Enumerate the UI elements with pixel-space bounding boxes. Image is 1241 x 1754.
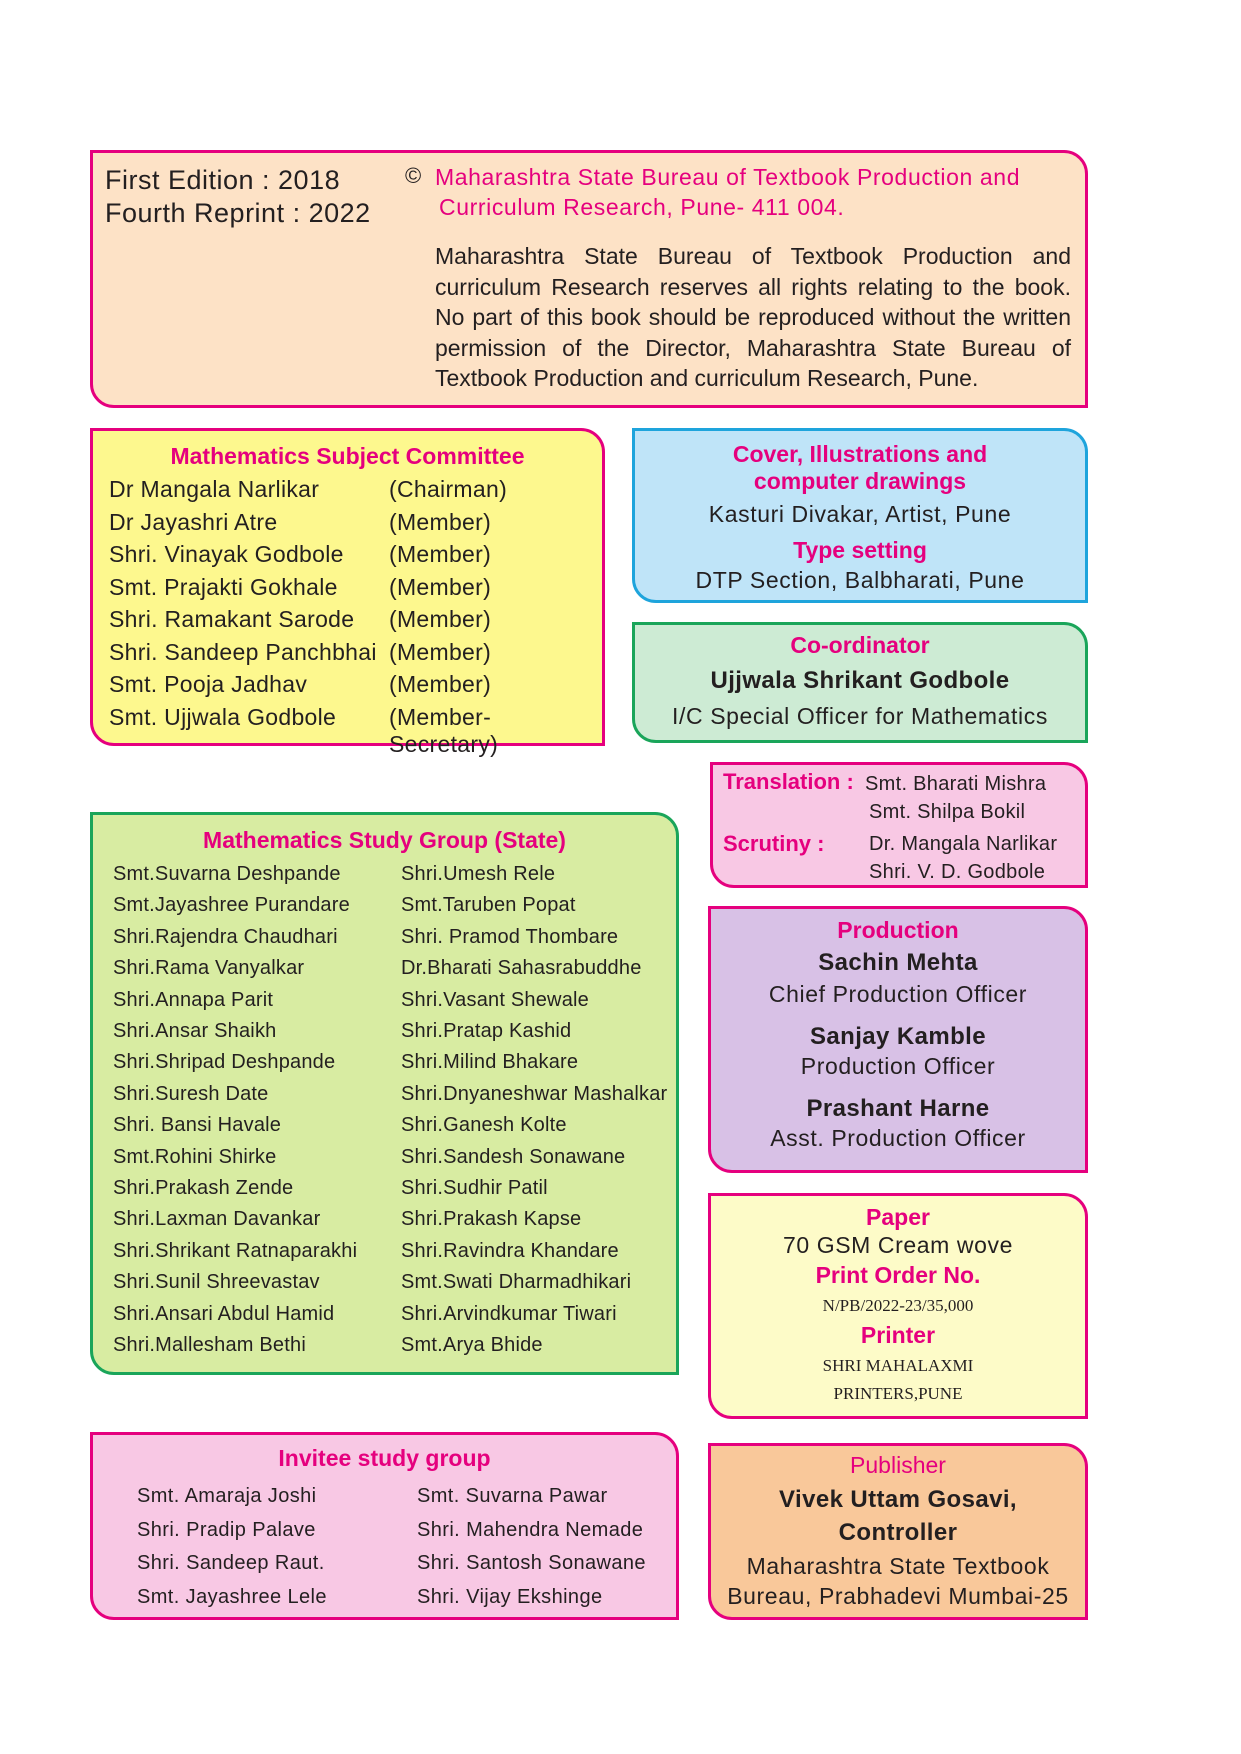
study-group-member: Shri.Ravindra Khandare	[401, 1239, 619, 1262]
invitee-member: Smt. Suvarna Pawar	[417, 1485, 608, 1507]
subject-committee-box	[90, 428, 605, 757]
study-group-member: Shri.Sudhir Patil	[401, 1177, 548, 1199]
typesetting-value: DTP Section, Balbharati, Pune	[695, 567, 1025, 593]
study-group-member: Shri.Rajendra Chaudhari	[113, 925, 338, 948]
edition-box	[90, 150, 1088, 408]
study-group-member: Shri.Ansar Shaikh	[113, 1020, 277, 1042]
production-name-2: Sanjay Kamble	[810, 1023, 986, 1050]
first-edition: First Edition : 2018	[105, 165, 341, 195]
scrutineer-1: Dr. Mangala Narlikar	[869, 833, 1058, 855]
committee-member-role: (Member-Secretary)	[389, 703, 499, 757]
publisher-title: Controller	[838, 1519, 958, 1546]
committee-member-name: Dr Jayashri Atre	[109, 508, 278, 535]
committee-member-role: (Member)	[389, 541, 492, 567]
study-group-member: Shri.Milind Bhakare	[401, 1051, 579, 1074]
subject-committee-heading: Mathematics Subject Committee	[170, 443, 525, 469]
invitee-member: Shri. Vijay Ekshinge	[417, 1585, 603, 1608]
production-box	[708, 906, 1088, 1173]
cover-artist: Kasturi Divakar, Artist, Pune	[708, 501, 1012, 527]
study-group-member: Shri.Vasant Shewale	[401, 988, 589, 1011]
committee-member-role: (Member)	[389, 638, 492, 665]
study-group-member: Shri.Arvindkumar Tiwari	[401, 1302, 617, 1325]
coordinator-title: I/C Special Officer for Mathematics	[672, 703, 1048, 729]
study-group-member: Shri.Sunil Shreevastav	[113, 1271, 320, 1294]
study-group-member: Dr.Bharati Sahasrabuddhe	[401, 957, 642, 980]
production-title-3: Asst. Production Officer	[770, 1125, 1026, 1151]
production-title-1: Chief Production Officer	[768, 981, 1028, 1007]
study-group-member: Shri.Umesh Rele	[401, 863, 556, 885]
translator-2: Smt. Shilpa Bokil	[869, 801, 1026, 823]
study-group-member: Shri.Sandesh Sonawane	[401, 1145, 626, 1168]
rights-text: Maharashtra State Bureau of Textbook Production and curriculum Research reserves all rights relating to the book. No part of this book should be reproduced without the written permission of the Director, Maharashtra State Bureau of Textbook Production and curriculum Research, Pune.	[435, 243, 1071, 391]
committee-member-row	[109, 508, 492, 536]
committee-member-role: (Chairman)	[389, 476, 508, 502]
cover-heading-line-1: Cover, Illustrations and	[732, 441, 988, 467]
committee-member-name: Smt. Pooja Jadhav	[109, 671, 308, 697]
committee-member-name: Shri. Sandeep Panchbhai	[109, 638, 377, 665]
study-group-member: Shri.Rama Vanyalkar	[113, 957, 305, 980]
study-group-member: Shri. Pramod Thombare	[401, 925, 619, 948]
study-group-member: Shri.Ansari Abdul Hamid	[113, 1302, 335, 1325]
publisher-address-2: Bureau, Prabhadevi Mumbai-25	[727, 1583, 1069, 1609]
study-group-member: Shri. Bansi Havale	[113, 1114, 282, 1137]
study-group-heading: Mathematics Study Group (State)	[203, 827, 566, 853]
study-group-member: Shri.Ganesh Kolte	[401, 1114, 567, 1137]
translation-box	[710, 762, 1088, 888]
committee-member-row	[109, 476, 508, 503]
study-group-member: Shri.Mallesham Bethi	[113, 1334, 306, 1356]
study-group-member: Smt.Arya Bhide	[401, 1334, 543, 1356]
committee-member-role: (Member)	[389, 606, 492, 632]
paper-value: 70 GSM Cream wove	[782, 1232, 1014, 1258]
coordinator-heading: Co-ordinator	[790, 632, 930, 658]
study-group-member: Smt.Jayashree Purandare	[113, 894, 350, 917]
committee-member-row	[109, 541, 492, 568]
print-order-heading: Print Order No.	[815, 1262, 981, 1288]
production-heading: Production	[837, 917, 959, 943]
invitee-member: Shri. Mahendra Nemade	[417, 1518, 644, 1541]
committee-member-name: Shri. Ramakant Sarode	[109, 606, 355, 632]
study-group-member: Shri.Prakash Zende	[113, 1177, 294, 1199]
committee-member-role: (Member)	[389, 508, 492, 535]
invitee-member: Smt. Amaraja Joshi	[137, 1485, 317, 1507]
copyright-icon: ©	[405, 163, 422, 188]
invitee-member: Shri. Santosh Sonawane	[417, 1552, 646, 1574]
production-title-2: Production Officer	[800, 1053, 996, 1079]
scrutiny-label: Scrutiny :	[723, 831, 825, 856]
study-group-member: Shri.Prakash Kapse	[401, 1208, 582, 1231]
study-group-member: Smt.Rohini Shirke	[113, 1145, 277, 1168]
paper-box	[708, 1193, 1088, 1419]
committee-member-role: (Member)	[389, 671, 492, 697]
translation-label: Translation :	[723, 769, 854, 794]
committee-member-name: Shri. Vinayak Godbole	[109, 541, 344, 567]
publisher-address-1: Maharashtra State Textbook	[746, 1553, 1050, 1579]
scrutineer-2: Shri. V. D. Godbole	[869, 861, 1046, 883]
printer-line-2: PRINTERS,PUNE	[833, 1384, 963, 1403]
study-group-member: Smt.Swati Dharmadhikari	[401, 1271, 632, 1294]
study-group-member: Shri.Suresh Date	[113, 1082, 269, 1105]
committee-member-row	[109, 638, 492, 666]
study-group-member: Shri.Laxman Davankar	[113, 1208, 321, 1231]
study-group-box	[90, 812, 679, 1375]
coordinator-box	[632, 622, 1088, 743]
committee-member-name: Dr Mangala Narlikar	[109, 476, 320, 502]
coordinator-name: Ujjwala Shrikant Godbole	[710, 667, 1010, 694]
study-group-member: Shri.Dnyaneshwar Mashalkar	[401, 1082, 668, 1105]
publisher-name: Vivek Uttam Gosavi,	[779, 1486, 1017, 1513]
study-group-member: Smt.Taruben Popat	[401, 894, 576, 917]
study-group-member: Shri.Annapa Parit	[113, 988, 274, 1011]
committee-member-row	[109, 703, 499, 757]
invitee-member: Smt. Jayashree Lele	[137, 1585, 327, 1608]
invitee-group-box	[90, 1432, 679, 1620]
production-name-3: Prashant Harne	[806, 1095, 990, 1122]
invitee-member: Shri. Pradip Palave	[137, 1518, 316, 1541]
committee-member-row	[109, 671, 492, 698]
committee-member-row	[109, 606, 492, 633]
fourth-reprint: Fourth Reprint : 2022	[105, 198, 371, 228]
invitee-member: Shri. Sandeep Raut.	[137, 1552, 325, 1574]
paper-heading: Paper	[866, 1204, 930, 1230]
committee-member-row	[109, 573, 492, 601]
cover-heading-line-2: computer drawings	[753, 468, 967, 494]
publisher-line-2: Curriculum Research, Pune- 411 004.	[439, 194, 845, 220]
typesetting-heading: Type setting	[793, 537, 927, 563]
committee-member-name: Smt. Ujjwala Godbole	[109, 703, 337, 730]
publisher-box	[708, 1443, 1088, 1620]
invitee-group-heading: Invitee study group	[278, 1445, 491, 1471]
production-name-1: Sachin Mehta	[818, 949, 978, 976]
print-order-value: N/PB/2022-23/35,000	[822, 1296, 974, 1315]
translator-1: Smt. Bharati Mishra	[865, 773, 1047, 795]
printer-line-1: SHRI MAHALAXMI	[822, 1356, 974, 1375]
committee-member-name: Smt. Prajakti Gokhale	[109, 573, 338, 600]
committee-member-role: (Member)	[389, 573, 492, 600]
publisher-heading: Publisher	[850, 1452, 946, 1478]
study-group-member: Shri.Shripad Deshpande	[113, 1051, 336, 1074]
printer-heading: Printer	[860, 1322, 936, 1348]
cover-box	[632, 428, 1088, 603]
study-group-member: Shri.Pratap Kashid	[401, 1020, 572, 1042]
study-group-member: Shri.Shrikant Ratnaparakhi	[113, 1239, 358, 1262]
publisher-line-1: Maharashtra State Bureau of Textbook Production and	[435, 164, 1021, 190]
study-group-member: Smt.Suvarna Deshpande	[113, 863, 341, 885]
